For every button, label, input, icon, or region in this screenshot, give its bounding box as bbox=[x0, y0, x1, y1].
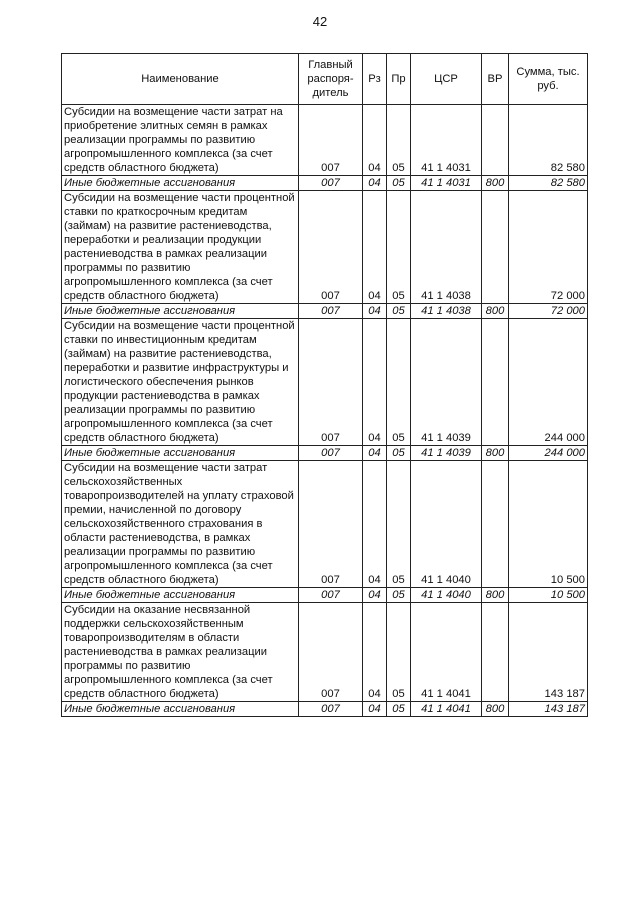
row-vr bbox=[482, 461, 509, 588]
row-name: Иные бюджетные ассигнования bbox=[62, 176, 299, 191]
row-pr: 05 bbox=[387, 446, 411, 461]
row-sum: 10 500 bbox=[509, 461, 588, 588]
row-admin: 007 bbox=[299, 702, 363, 717]
header-rz: Рз bbox=[363, 54, 387, 105]
row-rz: 04 bbox=[363, 191, 387, 304]
row-pr: 05 bbox=[387, 319, 411, 446]
row-sum: 72 000 bbox=[509, 191, 588, 304]
row-vr: 800 bbox=[482, 304, 509, 319]
row-csr: 41 1 4031 bbox=[411, 176, 482, 191]
table-row bbox=[62, 191, 588, 304]
row-csr: 41 1 4038 bbox=[411, 304, 482, 319]
row-sum: 72 000 bbox=[509, 304, 588, 319]
row-csr: 41 1 4031 bbox=[411, 105, 482, 176]
table-row bbox=[62, 304, 588, 319]
header-sum: Сумма, тыс. руб. bbox=[509, 54, 588, 105]
row-rz: 04 bbox=[363, 588, 387, 603]
table-row bbox=[62, 702, 588, 717]
table-row bbox=[62, 446, 588, 461]
row-name: Иные бюджетные ассигнования bbox=[62, 588, 299, 603]
row-rz: 04 bbox=[363, 105, 387, 176]
table-row bbox=[62, 461, 588, 588]
row-csr: 41 1 4038 bbox=[411, 191, 482, 304]
row-sum: 10 500 bbox=[509, 588, 588, 603]
table-row bbox=[62, 105, 588, 176]
row-sum: 143 187 bbox=[509, 603, 588, 702]
table-row bbox=[62, 176, 588, 191]
row-sum: 82 580 bbox=[509, 176, 588, 191]
table-row bbox=[62, 588, 588, 603]
row-csr: 41 1 4040 bbox=[411, 588, 482, 603]
row-pr: 05 bbox=[387, 176, 411, 191]
row-pr: 05 bbox=[387, 461, 411, 588]
row-admin: 007 bbox=[299, 461, 363, 588]
row-name: Иные бюджетные ассигнования bbox=[62, 304, 299, 319]
row-pr: 05 bbox=[387, 588, 411, 603]
row-name: Субсидии на возмещение части затрат сельскохозяйственных товаропроизводителей на уплату страховой премии, начисленной по договору сельскохозяйственного страхования в области растениеводства, в рамках реализации программы по развитию агропромышленного комплекса (за счет средств областного бюджета) bbox=[62, 461, 299, 588]
row-rz: 04 bbox=[363, 304, 387, 319]
header-vr: ВР bbox=[482, 54, 509, 105]
row-name: Субсидии на возмещение части процентной ставки по инвестиционным кредитам (займам) на развитие растениеводства, переработки и развитие инфраструктуры и логистического обеспечения рынков продукции растениеводства в рамках реализации программы по развитию агропромышленного комплекса (за счет средств областного бюджета) bbox=[62, 319, 299, 446]
header-csr: ЦСР bbox=[411, 54, 482, 105]
header-pr: Пр bbox=[387, 54, 411, 105]
row-pr: 05 bbox=[387, 702, 411, 717]
row-sum: 82 580 bbox=[509, 105, 588, 176]
row-name: Субсидии на оказание несвязанной поддержки сельскохозяйственным товаропроизводителям в области растениеводства в рамках реализации программы по развитию агропромышленного комплекса (за счет средств областного бюджета) bbox=[62, 603, 299, 702]
row-vr: 800 bbox=[482, 588, 509, 603]
row-vr: 800 bbox=[482, 702, 509, 717]
row-pr: 05 bbox=[387, 191, 411, 304]
row-name: Субсидии на возмещение части процентной ставки по краткосрочным кредитам (займам) на развитие растениеводства, переработки и реализации продукции растениеводства в рамках реализации программы по развитию агропромышленного комплекса (за счет средств областного бюджета) bbox=[62, 191, 299, 304]
row-pr: 05 bbox=[387, 603, 411, 702]
budget-table bbox=[61, 53, 588, 717]
row-csr: 41 1 4040 bbox=[411, 461, 482, 588]
row-vr bbox=[482, 105, 509, 176]
header-name: Наименование bbox=[62, 54, 299, 105]
header-admin: Главный распоря-дитель bbox=[299, 54, 363, 105]
row-csr: 41 1 4039 bbox=[411, 446, 482, 461]
table-row bbox=[62, 319, 588, 446]
row-vr: 800 bbox=[482, 446, 509, 461]
row-vr bbox=[482, 603, 509, 702]
row-admin: 007 bbox=[299, 446, 363, 461]
row-rz: 04 bbox=[363, 461, 387, 588]
table-row bbox=[62, 603, 588, 702]
row-csr: 41 1 4039 bbox=[411, 319, 482, 446]
row-rz: 04 bbox=[363, 446, 387, 461]
row-admin: 007 bbox=[299, 603, 363, 702]
row-pr: 05 bbox=[387, 105, 411, 176]
row-rz: 04 bbox=[363, 176, 387, 191]
row-admin: 007 bbox=[299, 191, 363, 304]
row-rz: 04 bbox=[363, 702, 387, 717]
row-admin: 007 bbox=[299, 176, 363, 191]
row-vr bbox=[482, 191, 509, 304]
row-admin: 007 bbox=[299, 588, 363, 603]
row-rz: 04 bbox=[363, 319, 387, 446]
row-sum: 143 187 bbox=[509, 702, 588, 717]
row-vr bbox=[482, 319, 509, 446]
header-row bbox=[62, 54, 588, 105]
row-admin: 007 bbox=[299, 105, 363, 176]
row-admin: 007 bbox=[299, 304, 363, 319]
row-name: Иные бюджетные ассигнования bbox=[62, 702, 299, 717]
row-sum: 244 000 bbox=[509, 446, 588, 461]
page-number: 42 bbox=[312, 14, 328, 29]
row-csr: 41 1 4041 bbox=[411, 702, 482, 717]
row-vr: 800 bbox=[482, 176, 509, 191]
row-rz: 04 bbox=[363, 603, 387, 702]
row-name: Субсидии на возмещение части затрат на приобретение элитных семян в рамках реализации программы по развитию агропромышленного комплекса (за счет средств областного бюджета) bbox=[62, 105, 299, 176]
row-name: Иные бюджетные ассигнования bbox=[62, 446, 299, 461]
row-sum: 244 000 bbox=[509, 319, 588, 446]
row-admin: 007 bbox=[299, 319, 363, 446]
row-csr: 41 1 4041 bbox=[411, 603, 482, 702]
row-pr: 05 bbox=[387, 304, 411, 319]
